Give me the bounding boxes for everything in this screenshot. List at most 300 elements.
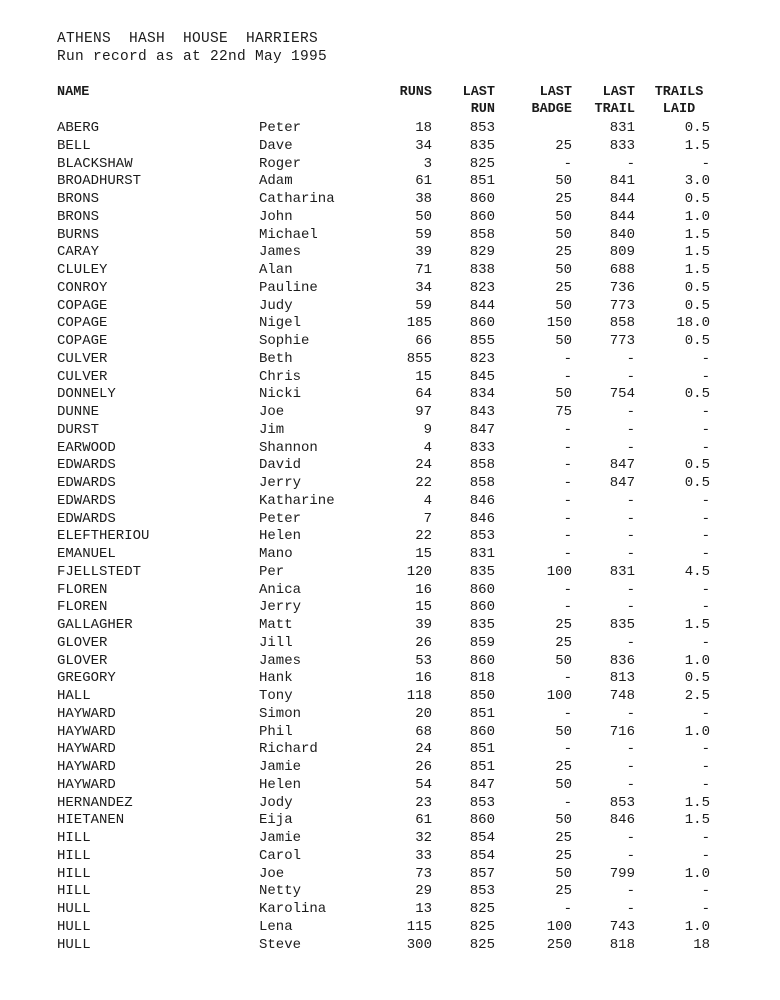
- cell-last-run: 834: [469, 386, 495, 403]
- cell-last-run: 844: [469, 297, 495, 314]
- cell-surname: GLOVER: [57, 634, 108, 651]
- cell-runs: 4: [423, 492, 432, 509]
- cell-surname: EARWOOD: [57, 439, 116, 456]
- cell-trails-laid: -: [701, 883, 710, 900]
- cell-last-badge: 50: [555, 226, 572, 243]
- cell-trails-laid: 0.5: [684, 475, 710, 491]
- cell-first-name: Beth: [259, 350, 293, 367]
- cell-first-name: Judy: [259, 297, 293, 314]
- table-row: [0, 315, 780, 333]
- cell-trails-laid: 0.5: [684, 191, 710, 207]
- cell-last-badge: 50: [555, 865, 572, 882]
- cell-last-run: 854: [469, 847, 495, 864]
- cell-last-run: 825: [469, 936, 495, 953]
- cell-last-trail: -: [626, 830, 635, 846]
- cell-surname: HULL: [57, 918, 91, 935]
- cell-surname: BURNS: [57, 226, 100, 243]
- cell-first-name: Nigel: [259, 315, 302, 332]
- cell-surname: COPAGE: [57, 333, 108, 349]
- table-row: [0, 493, 780, 511]
- cell-last-badge: 50: [555, 262, 572, 278]
- cell-first-name: Pauline: [259, 279, 318, 296]
- cell-last-badge: -: [563, 492, 572, 509]
- cell-last-run: 853: [469, 883, 495, 900]
- cell-surname: BLACKSHAW: [57, 155, 133, 172]
- cell-surname: HERNANDEZ: [57, 794, 133, 811]
- cell-last-trail: 853: [609, 794, 635, 811]
- cell-last-badge: -: [563, 670, 572, 687]
- cell-last-trail: -: [626, 546, 635, 562]
- cell-first-name: Helen: [259, 776, 302, 793]
- cell-last-run: 853: [469, 528, 495, 545]
- cell-first-name: Phil: [259, 723, 293, 740]
- table-row: [0, 848, 780, 866]
- cell-surname: HAYWARD: [57, 705, 116, 722]
- cell-last-run: 846: [469, 510, 495, 527]
- cell-last-run: 825: [469, 901, 495, 917]
- cell-trails-laid: -: [701, 776, 710, 793]
- table-row: [0, 528, 780, 546]
- cell-last-badge: -: [563, 901, 572, 917]
- cell-trails-laid: 0.5: [684, 297, 710, 314]
- header-last-run-line1: LAST: [462, 85, 495, 100]
- header-runs: RUNS: [399, 85, 432, 100]
- cell-runs: 3: [423, 155, 432, 172]
- cell-last-badge: -: [563, 741, 572, 758]
- header-last-run: [463, 84, 495, 118]
- cell-surname: GREGORY: [57, 670, 116, 687]
- cell-surname: HULL: [57, 936, 91, 953]
- cell-trails-laid: 1.0: [684, 865, 710, 882]
- cell-last-trail: -: [626, 901, 635, 917]
- cell-surname: ELEFTHERIOU: [57, 528, 150, 545]
- cell-trails-laid: -: [701, 847, 710, 864]
- cell-last-badge: -: [563, 528, 572, 545]
- cell-runs: 97: [415, 404, 432, 420]
- cell-last-trail: -: [626, 439, 635, 456]
- cell-surname: HIETANEN: [57, 812, 125, 829]
- cell-surname: BRONS: [57, 208, 100, 225]
- cell-last-badge: -: [563, 794, 572, 811]
- cell-last-run: 851: [469, 741, 495, 758]
- cell-last-run: 860: [469, 208, 495, 225]
- cell-runs: 22: [415, 528, 432, 545]
- cell-last-run: 860: [469, 812, 495, 829]
- cell-surname: HILL: [57, 865, 91, 882]
- cell-last-badge: 50: [555, 652, 572, 669]
- cell-first-name: Katharine: [259, 492, 335, 509]
- cell-last-run: 853: [469, 120, 495, 136]
- cell-trails-laid: 0.5: [684, 386, 710, 403]
- cell-last-trail: 858: [609, 315, 635, 332]
- cell-first-name: Sophie: [259, 333, 310, 349]
- cell-surname: HILL: [57, 830, 91, 846]
- table-row: [0, 404, 780, 422]
- cell-last-badge: 50: [555, 723, 572, 740]
- cell-last-run: 859: [469, 634, 495, 651]
- cell-last-run: 829: [469, 244, 495, 261]
- cell-first-name: Peter: [259, 120, 302, 136]
- table-row: [0, 883, 780, 901]
- cell-trails-laid: 0.5: [684, 279, 710, 296]
- cell-runs: 73: [415, 865, 432, 882]
- table-row: [0, 670, 780, 688]
- cell-last-run: 831: [469, 546, 495, 562]
- cell-first-name: Catharina: [259, 191, 335, 207]
- cell-runs: 26: [415, 634, 432, 651]
- cell-last-trail: -: [626, 847, 635, 864]
- table-row: [0, 475, 780, 493]
- cell-surname: FJELLSTEDT: [57, 563, 142, 580]
- cell-trails-laid: -: [701, 350, 710, 367]
- table-row: [0, 599, 780, 617]
- cell-trails-laid: 4.5: [684, 563, 710, 580]
- cell-last-badge: 25: [555, 279, 572, 296]
- cell-trails-laid: -: [701, 155, 710, 172]
- cell-surname: CONROY: [57, 279, 108, 296]
- cell-last-badge: 100: [546, 918, 572, 935]
- table-row: [0, 937, 780, 955]
- cell-runs: 13: [415, 901, 432, 917]
- cell-runs: 34: [415, 137, 432, 154]
- cell-first-name: Roger: [259, 155, 302, 172]
- table-row: [0, 156, 780, 174]
- cell-last-trail: -: [626, 581, 635, 598]
- cell-last-run: 851: [469, 173, 495, 190]
- cell-surname: COPAGE: [57, 297, 108, 314]
- cell-last-trail: 688: [609, 262, 635, 278]
- header-last-badge: [531, 84, 572, 118]
- cell-trails-laid: 1.0: [684, 208, 710, 225]
- table-row: [0, 741, 780, 759]
- table-row: [0, 191, 780, 209]
- cell-trails-laid: -: [701, 634, 710, 651]
- cell-last-run: 858: [469, 226, 495, 243]
- cell-last-badge: 25: [555, 759, 572, 775]
- cell-last-badge: -: [563, 439, 572, 456]
- cell-last-run: 843: [469, 404, 495, 420]
- cell-last-trail: 799: [609, 865, 635, 882]
- cell-first-name: Shannon: [259, 439, 318, 456]
- cell-runs: 15: [415, 546, 432, 562]
- table-row: [0, 688, 780, 706]
- cell-trails-laid: 1.5: [684, 226, 710, 243]
- cell-last-trail: 809: [609, 244, 635, 261]
- cell-surname: HAYWARD: [57, 723, 116, 740]
- cell-last-run: 860: [469, 315, 495, 332]
- cell-last-badge: 25: [555, 830, 572, 846]
- cell-runs: 39: [415, 244, 432, 261]
- cell-last-trail: -: [626, 705, 635, 722]
- cell-trails-laid: 1.5: [684, 812, 710, 829]
- cell-surname: CULVER: [57, 368, 108, 385]
- cell-surname: EDWARDS: [57, 457, 116, 474]
- table-row: [0, 777, 780, 795]
- cell-last-badge: 100: [546, 688, 572, 704]
- cell-last-badge: 25: [555, 244, 572, 261]
- cell-first-name: Eija: [259, 812, 293, 829]
- cell-runs: 118: [406, 688, 432, 704]
- cell-last-run: 823: [469, 279, 495, 296]
- cell-last-trail: -: [626, 599, 635, 616]
- cell-first-name: Peter: [259, 510, 302, 527]
- table-row: [0, 795, 780, 813]
- cell-runs: 16: [415, 581, 432, 598]
- cell-last-badge: 25: [555, 617, 572, 633]
- cell-last-trail: -: [626, 759, 635, 775]
- cell-last-badge: 75: [555, 404, 572, 420]
- cell-last-trail: -: [626, 776, 635, 793]
- table-row: [0, 901, 780, 919]
- cell-surname: EMANUEL: [57, 546, 116, 562]
- cell-runs: 59: [415, 297, 432, 314]
- cell-trails-laid: 0.5: [684, 670, 710, 687]
- header-trails-laid-line2: LAID: [662, 102, 696, 117]
- cell-runs: 66: [415, 333, 432, 349]
- cell-surname: HAYWARD: [57, 776, 116, 793]
- cell-surname: GLOVER: [57, 652, 108, 669]
- cell-surname: CARAY: [57, 244, 100, 261]
- cell-first-name: Jamie: [259, 759, 302, 775]
- cell-last-badge: 50: [555, 812, 572, 829]
- cell-runs: 26: [415, 759, 432, 775]
- cell-runs: 53: [415, 652, 432, 669]
- cell-last-trail: 836: [609, 652, 635, 669]
- cell-last-trail: 831: [609, 563, 635, 580]
- cell-trails-laid: 1.5: [684, 137, 710, 154]
- cell-last-run: 823: [469, 350, 495, 367]
- cell-last-badge: 50: [555, 297, 572, 314]
- cell-last-run: 835: [469, 137, 495, 154]
- cell-last-trail: -: [626, 350, 635, 367]
- cell-first-name: Steve: [259, 936, 302, 953]
- cell-last-trail: 844: [609, 191, 635, 207]
- cell-first-name: Joe: [259, 404, 285, 420]
- cell-surname: HAYWARD: [57, 741, 116, 758]
- cell-first-name: Carol: [259, 847, 302, 864]
- cell-last-trail: 847: [609, 475, 635, 491]
- table-row: [0, 209, 780, 227]
- cell-last-run: 835: [469, 617, 495, 633]
- cell-surname: DURST: [57, 421, 100, 438]
- cell-last-run: 855: [469, 333, 495, 349]
- cell-trails-laid: -: [701, 546, 710, 562]
- cell-last-run: 853: [469, 794, 495, 811]
- cell-runs: 4: [423, 439, 432, 456]
- cell-runs: 15: [415, 368, 432, 385]
- cell-runs: 59: [415, 226, 432, 243]
- cell-last-run: 818: [469, 670, 495, 687]
- table-row: [0, 120, 780, 138]
- cell-surname: HILL: [57, 883, 91, 900]
- cell-runs: 29: [415, 883, 432, 900]
- cell-trails-laid: 3.0: [684, 173, 710, 190]
- cell-runs: 7: [423, 510, 432, 527]
- table-row: [0, 706, 780, 724]
- cell-runs: 24: [415, 457, 432, 474]
- cell-last-run: 860: [469, 581, 495, 598]
- cell-trails-laid: 1.5: [684, 794, 710, 811]
- cell-last-badge: -: [563, 546, 572, 562]
- table-row: [0, 511, 780, 529]
- cell-last-badge: 25: [555, 634, 572, 651]
- cell-trails-laid: -: [701, 492, 710, 509]
- table-row: [0, 280, 780, 298]
- cell-last-badge: -: [563, 350, 572, 367]
- cell-last-trail: -: [626, 368, 635, 385]
- cell-last-trail: 835: [609, 617, 635, 633]
- cell-trails-laid: -: [701, 404, 710, 420]
- cell-runs: 61: [415, 812, 432, 829]
- header-trails-laid-line1: TRAILS: [654, 85, 704, 100]
- cell-first-name: Tony: [259, 688, 293, 704]
- table-row: [0, 351, 780, 369]
- document-subtitle: Run record as at 22nd May 1995: [57, 49, 328, 65]
- cell-surname: CLULEY: [57, 262, 108, 278]
- cell-first-name: Jerry: [259, 599, 302, 616]
- cell-first-name: Helen: [259, 528, 302, 545]
- cell-first-name: Jill: [259, 634, 293, 651]
- cell-first-name: Netty: [259, 883, 302, 900]
- cell-last-trail: 743: [609, 918, 635, 935]
- cell-last-run: 825: [469, 155, 495, 172]
- cell-runs: 185: [406, 315, 432, 332]
- cell-last-trail: 754: [609, 386, 635, 403]
- cell-last-trail: 716: [609, 723, 635, 740]
- cell-first-name: John: [259, 208, 293, 225]
- cell-last-run: 851: [469, 705, 495, 722]
- cell-last-badge: -: [563, 475, 572, 491]
- cell-last-badge: -: [563, 368, 572, 385]
- cell-last-run: 833: [469, 439, 495, 456]
- table-row: [0, 386, 780, 404]
- cell-last-trail: 840: [609, 226, 635, 243]
- cell-runs: 50: [415, 208, 432, 225]
- cell-last-badge: 25: [555, 191, 572, 207]
- cell-trails-laid: -: [701, 759, 710, 775]
- document-title: ATHENS HASH HOUSE HARRIERS: [57, 31, 319, 47]
- table-row: [0, 759, 780, 777]
- table-row: [0, 812, 780, 830]
- cell-trails-laid: 18: [693, 936, 710, 953]
- cell-last-badge: 50: [555, 333, 572, 349]
- cell-last-run: 858: [469, 457, 495, 474]
- cell-trails-laid: 0.5: [684, 120, 710, 136]
- cell-last-badge: 250: [546, 936, 572, 953]
- cell-surname: COPAGE: [57, 315, 108, 332]
- table-row: [0, 724, 780, 742]
- table-row: [0, 617, 780, 635]
- cell-surname: BRONS: [57, 191, 100, 207]
- cell-surname: BELL: [57, 137, 91, 154]
- header-last-badge-line1: LAST: [539, 85, 572, 100]
- cell-trails-laid: 1.0: [684, 723, 710, 740]
- header-name: NAME: [57, 85, 90, 100]
- cell-last-badge: -: [563, 421, 572, 438]
- cell-last-run: 847: [469, 421, 495, 438]
- header-last-trail-line1: LAST: [602, 85, 635, 100]
- table-row: [0, 262, 780, 280]
- cell-last-trail: -: [626, 510, 635, 527]
- cell-first-name: Jody: [259, 794, 293, 811]
- cell-surname: HILL: [57, 847, 91, 864]
- cell-last-run: 857: [469, 865, 495, 882]
- cell-last-badge: -: [563, 155, 572, 172]
- cell-first-name: Nicki: [259, 386, 302, 403]
- cell-surname: CULVER: [57, 350, 108, 367]
- cell-last-trail: -: [626, 741, 635, 758]
- cell-first-name: David: [259, 457, 302, 474]
- cell-last-run: 860: [469, 599, 495, 616]
- cell-surname: FLOREN: [57, 581, 108, 598]
- cell-last-run: 835: [469, 563, 495, 580]
- cell-runs: 855: [406, 350, 432, 367]
- table-row: [0, 227, 780, 245]
- cell-trails-laid: -: [701, 901, 710, 917]
- cell-surname: HAYWARD: [57, 759, 116, 775]
- cell-surname: EDWARDS: [57, 510, 116, 527]
- cell-first-name: Anica: [259, 581, 302, 598]
- table-row: [0, 830, 780, 848]
- cell-trails-laid: -: [701, 439, 710, 456]
- cell-last-badge: -: [563, 581, 572, 598]
- table-row: [0, 866, 780, 884]
- cell-runs: 9: [423, 421, 432, 438]
- cell-trails-laid: 1.0: [684, 652, 710, 669]
- table-row: [0, 138, 780, 156]
- cell-runs: 54: [415, 776, 432, 793]
- cell-surname: HALL: [57, 688, 91, 704]
- cell-runs: 24: [415, 741, 432, 758]
- cell-runs: 61: [415, 173, 432, 190]
- cell-last-trail: 844: [609, 208, 635, 225]
- cell-surname: EDWARDS: [57, 475, 116, 491]
- cell-last-badge: -: [563, 457, 572, 474]
- cell-runs: 22: [415, 475, 432, 491]
- cell-first-name: Michael: [259, 226, 318, 243]
- table-row: [0, 564, 780, 582]
- cell-last-run: 858: [469, 475, 495, 491]
- cell-first-name: Simon: [259, 705, 302, 722]
- cell-last-trail: 846: [609, 812, 635, 829]
- cell-runs: 68: [415, 723, 432, 740]
- cell-surname: EDWARDS: [57, 492, 116, 509]
- table-row: [0, 369, 780, 387]
- cell-last-run: 825: [469, 918, 495, 935]
- cell-last-badge: 25: [555, 883, 572, 900]
- cell-last-run: 846: [469, 492, 495, 509]
- cell-runs: 115: [406, 918, 432, 935]
- header-last-trail: [594, 84, 635, 118]
- cell-trails-laid: -: [701, 741, 710, 758]
- cell-first-name: Richard: [259, 741, 318, 758]
- cell-last-trail: 831: [609, 120, 635, 136]
- table-row: [0, 298, 780, 316]
- cell-last-trail: -: [626, 634, 635, 651]
- cell-first-name: Adam: [259, 173, 293, 190]
- cell-runs: 33: [415, 847, 432, 864]
- cell-last-trail: 818: [609, 936, 635, 953]
- cell-runs: 120: [406, 563, 432, 580]
- cell-last-run: 860: [469, 723, 495, 740]
- table-row: [0, 244, 780, 262]
- record-table: [0, 120, 780, 954]
- cell-trails-laid: 1.5: [684, 617, 710, 633]
- cell-last-badge: -: [563, 599, 572, 616]
- cell-last-trail: -: [626, 492, 635, 509]
- cell-runs: 34: [415, 279, 432, 296]
- cell-first-name: Mano: [259, 546, 293, 562]
